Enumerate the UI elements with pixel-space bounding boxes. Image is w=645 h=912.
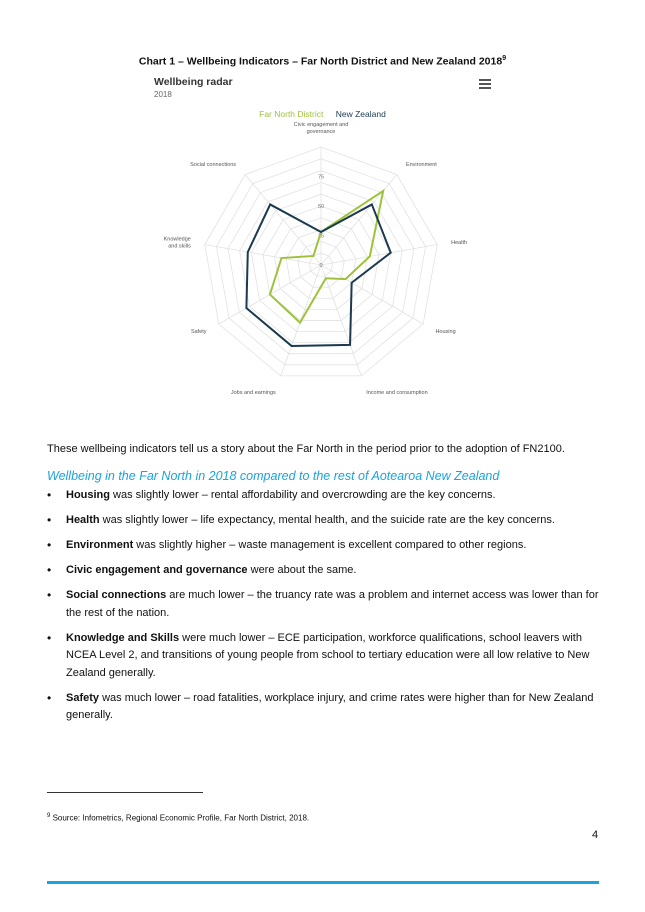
axis-label: Safety — [190, 329, 207, 336]
axis-label: and skills — [168, 243, 191, 250]
radar-chart — [150, 121, 500, 403]
list-item: • Environment was slightly higher – waste management is excellent compared to other regions. — [47, 537, 607, 555]
list-item: • Knowledge and Skills were much lower – ECE participation, workforce qualifications, school leavers with NCEA Level 2, and transitions of young people from school to tertiary education were all low relative to New Zealand generally. — [47, 630, 607, 683]
list-item: • Housing was slightly lower – rental affordability and overcrowding are the key concerns. — [47, 487, 607, 505]
axis-spoke — [205, 245, 321, 265]
legend-new-zealand[interactable]: New Zealand — [335, 109, 386, 119]
footnote: $^9$ Source: Infometrics, Regional Economic Profile, Far North District, 2018. — [47, 813, 310, 823]
chart-heading: Chart 1 – Wellbeing Indicators – Far North District and New Zealand 2018$^9$ — [138, 55, 507, 68]
list-item: • Safety was much lower – road fatalities, workplace injury, and crime rates were higher than for New Zealand generally. — [47, 690, 607, 725]
series-new-zealand-line — [246, 204, 390, 346]
axis-label: Housing — [435, 329, 456, 336]
tick-label: 0 — [319, 263, 323, 269]
axis-label: Environment — [405, 161, 437, 168]
axis-spoke — [321, 265, 423, 324]
list-item: • Health was slightly lower – life expectancy, mental health, and the suicide rate are the key concerns. — [47, 512, 607, 530]
radar-widget-year: 2018 — [154, 90, 172, 99]
intro-paragraph: These wellbeing indicators tell us a story about the Far North in the period prior to the adoption of FN2100. — [47, 443, 565, 455]
tick-label: 50 — [317, 204, 325, 210]
legend-far-north[interactable]: Far North District — [259, 109, 324, 119]
findings-list — [47, 487, 607, 732]
hamburger-menu-icon[interactable] — [479, 79, 491, 90]
axis-label: Social connections — [190, 161, 237, 168]
axis-label: governance — [306, 128, 336, 135]
tick-label: 25 — [317, 233, 325, 240]
axis-spoke — [321, 175, 397, 265]
chart-legend — [0, 109, 645, 119]
radar-widget-title: Wellbeing radar — [154, 76, 233, 88]
list-item: • Civic engagement and governance were about the same. — [47, 562, 607, 580]
axis-label: Knowledge — [163, 236, 191, 243]
list-item: • Social connections are much lower – the truancy rate was a problem and internet access was lower than for the rest of the nation. — [47, 587, 607, 622]
axis-label: Health — [451, 240, 468, 247]
axis-spoke — [245, 175, 321, 265]
section-subheading: Wellbeing in the Far North in 2018 compared to the rest of Aotearoa New Zealand — [47, 469, 500, 483]
footnote-reference: 9 — [502, 55, 507, 62]
axis-label: Jobs and earnings — [230, 390, 276, 397]
bottom-rule — [47, 881, 599, 884]
axis-label: Civic engagement and — [293, 121, 349, 128]
tick-label: 75 — [317, 174, 325, 181]
footnote-divider — [47, 792, 203, 793]
page-number: 4 — [592, 829, 599, 841]
axis-label: Income and consumption — [366, 390, 428, 397]
